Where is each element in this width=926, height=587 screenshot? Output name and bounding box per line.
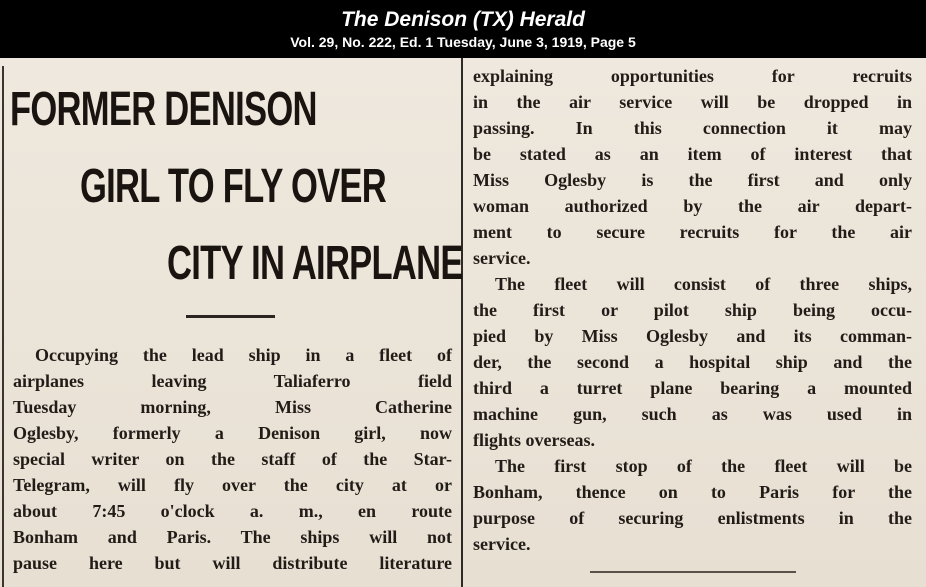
body-line: flights overseas. — [473, 430, 595, 450]
newspaper-title: The Denison (TX) Herald — [341, 8, 585, 31]
issue-info: Vol. 29, No. 222, Ed. 1 Tuesday, June 3, 1919, Page 5 — [290, 34, 636, 50]
body-line: the first or pilot ship being occu- — [473, 300, 912, 320]
headline-line-3: CITY IN AIRPLANE — [167, 237, 463, 290]
title-banner — [0, 0, 926, 58]
body-line: pied by Miss Oglesby and its comman- — [473, 326, 912, 346]
body-line: Oglesby, formerly a Denison girl, now — [13, 423, 452, 443]
headline-line-1: FORMER DENISON — [10, 83, 317, 136]
body-line: der, the second a hospital ship and the — [473, 352, 912, 372]
newspaper-clipping — [0, 58, 926, 587]
body-line: Miss Oglesby is the first and only — [473, 170, 912, 190]
body-line: service. — [473, 534, 531, 554]
body-line: passing. In this connection it may — [473, 118, 912, 138]
body-line: about 7:45 o'clock a. m., en route — [13, 501, 452, 521]
body-line: service. — [473, 248, 531, 268]
headline-line-2: GIRL TO FLY OVER — [80, 160, 386, 213]
body-line: machine gun, such as was used in — [473, 404, 912, 424]
left-border-rule — [2, 66, 4, 587]
headline-separator — [186, 315, 275, 318]
body-line: in the air service will be dropped in — [473, 92, 912, 112]
body-line: Bonham and Paris. The ships will not — [13, 527, 452, 547]
column-divider — [461, 58, 463, 587]
body-line: Telegram, will fly over the city at or — [13, 475, 452, 495]
body-line: The fleet will consist of three ships, — [495, 274, 912, 294]
body-line: explaining opportunities for recruits — [473, 66, 912, 86]
body-line: be stated as an item of interest that — [473, 144, 912, 164]
body-line: pause here but will distribute literature — [13, 553, 452, 573]
body-line: Bonham, thence on to Paris for the — [473, 482, 912, 502]
body-line: Tuesday morning, Miss Catherine — [13, 397, 452, 417]
body-line: woman authorized by the air depart- — [473, 196, 912, 216]
body-line: ment to secure recruits for the air — [473, 222, 912, 242]
body-line: airplanes leaving Taliaferro field — [13, 371, 452, 391]
article-end-rule — [590, 571, 796, 573]
body-line: purpose of securing enlistments in the — [473, 508, 912, 528]
body-line: third a turret plane bearing a mounted — [473, 378, 912, 398]
body-line: Occupying the lead ship in a fleet of — [35, 345, 452, 365]
body-line: The first stop of the fleet will be — [495, 456, 912, 476]
body-line: special writer on the staff of the Star- — [13, 449, 452, 469]
